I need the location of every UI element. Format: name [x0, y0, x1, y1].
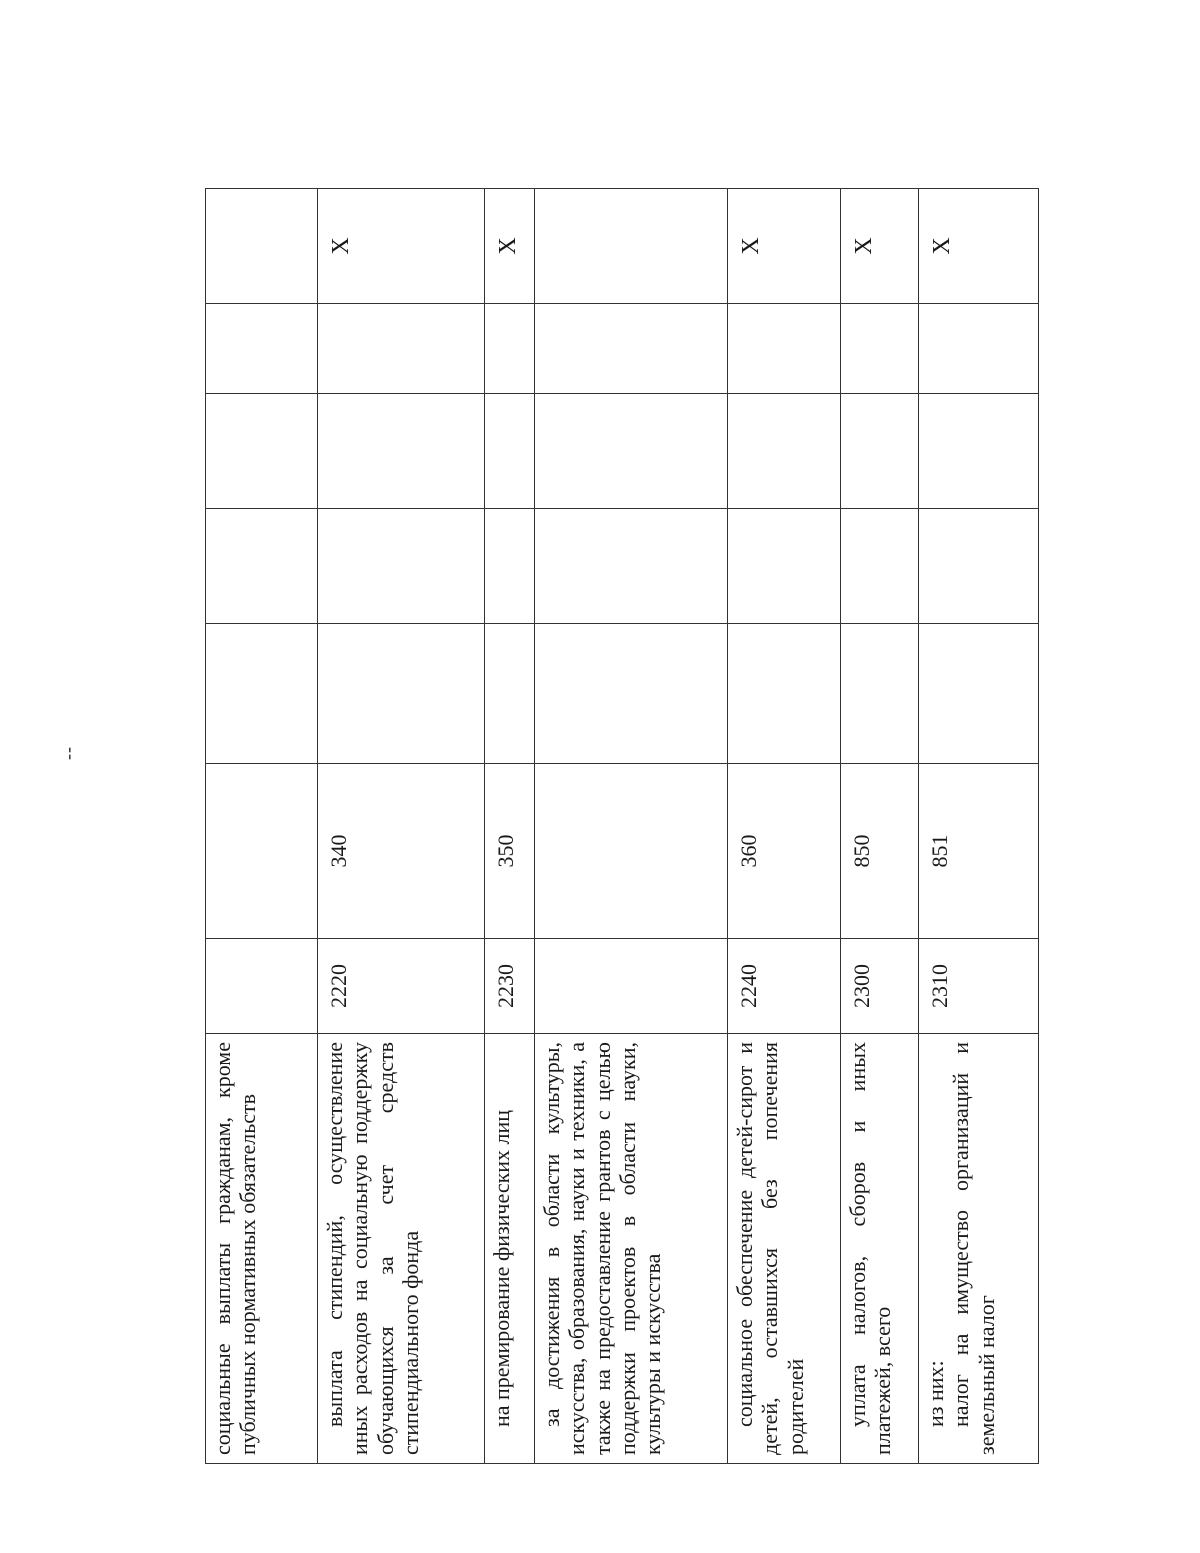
value-cell	[485, 304, 535, 394]
kbk-code-cell: 340	[318, 764, 485, 939]
table-row	[206, 189, 318, 1464]
row-description: уплата налогов, сборов и иных платежей, всего	[841, 1034, 919, 1464]
row-description-detail: налог на имущество организаций и земельный налог	[948, 1042, 999, 1455]
row-description-prefix: из них:	[923, 1360, 948, 1427]
value-cell	[535, 509, 728, 624]
mark-cell: X	[728, 189, 841, 304]
row-description: социальные выплаты гражданам, кроме публичных нормативных обязательств	[206, 1034, 318, 1464]
value-cell	[535, 304, 728, 394]
value-cell	[728, 624, 841, 764]
value-cell	[919, 624, 1039, 764]
budget-table	[205, 188, 1039, 1464]
mark-cell: X	[318, 189, 485, 304]
value-cell	[318, 624, 485, 764]
kbk-code-cell: 360	[728, 764, 841, 939]
line-code-cell: 2310	[919, 939, 1039, 1034]
value-cell	[919, 509, 1039, 624]
row-description: за достижения в области культуры, искусства, образования, науки и техники, а также на предоставление грантов с целью поддержки проектов в области науки, культуры и искусства	[535, 1034, 728, 1464]
table-row	[841, 189, 919, 1464]
table-row	[485, 189, 535, 1464]
row-description	[919, 1034, 1039, 1464]
mark-cell: X	[919, 189, 1039, 304]
table-row	[728, 189, 841, 1464]
value-cell	[728, 304, 841, 394]
row-description: социальное обеспечение детей-сирот и детей, оставшихся без попечения родителей	[728, 1034, 841, 1464]
value-cell	[206, 509, 318, 624]
value-cell	[841, 394, 919, 509]
value-cell	[728, 509, 841, 624]
kbk-code-cell: 850	[841, 764, 919, 939]
row-description: на премирование физических лиц	[485, 1034, 535, 1464]
kbk-code-cell	[206, 764, 318, 939]
value-cell	[535, 624, 728, 764]
table-row	[318, 189, 485, 1464]
value-cell	[919, 304, 1039, 394]
line-code-cell	[206, 939, 318, 1034]
value-cell	[485, 394, 535, 509]
kbk-code-cell: 350	[485, 764, 535, 939]
mark-cell: X	[841, 189, 919, 304]
kbk-code-cell: 851	[919, 764, 1039, 939]
value-cell	[206, 394, 318, 509]
line-code-cell: 2300	[841, 939, 919, 1034]
mark-cell: X	[485, 189, 535, 304]
mark-cell	[206, 189, 318, 304]
value-cell	[318, 394, 485, 509]
page-mark: --	[58, 746, 78, 760]
rotated-table-wrapper	[205, 189, 1038, 1464]
value-cell	[318, 304, 485, 394]
row-description: выплата стипендий, осуществление иных расходов на социальную поддержку обучающихся за счет средств стипендиального фонда	[318, 1034, 485, 1464]
table-row	[919, 189, 1039, 1464]
line-code-cell: 2230	[485, 939, 535, 1034]
value-cell	[535, 394, 728, 509]
value-cell	[485, 509, 535, 624]
line-code-cell	[535, 939, 728, 1034]
value-cell	[206, 304, 318, 394]
value-cell	[318, 509, 485, 624]
value-cell	[841, 624, 919, 764]
value-cell	[206, 624, 318, 764]
value-cell	[919, 394, 1039, 509]
value-cell	[841, 304, 919, 394]
line-code-cell: 2240	[728, 939, 841, 1034]
kbk-code-cell	[535, 764, 728, 939]
line-code-cell: 2220	[318, 939, 485, 1034]
value-cell	[841, 509, 919, 624]
value-cell	[485, 624, 535, 764]
table-row	[535, 189, 728, 1464]
mark-cell	[535, 189, 728, 304]
value-cell	[728, 394, 841, 509]
